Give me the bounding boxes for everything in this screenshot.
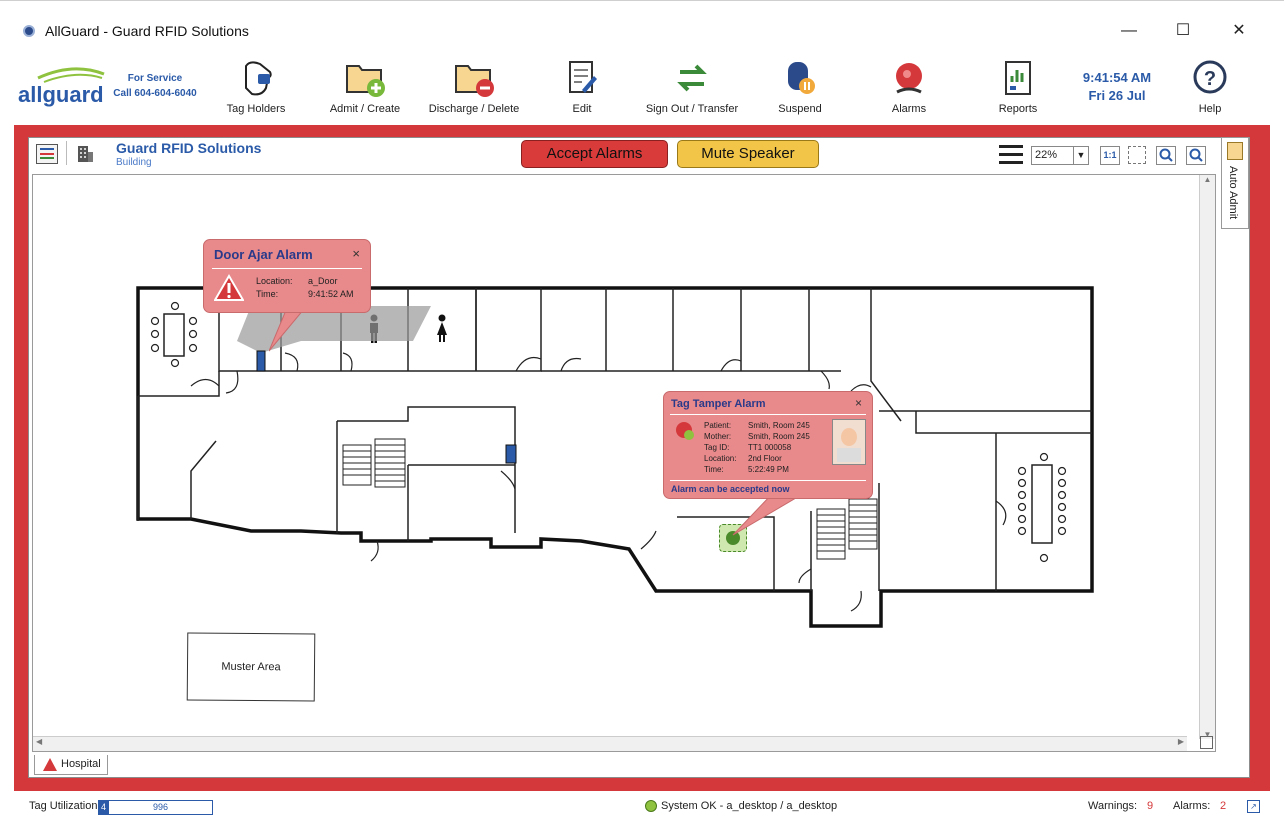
suspend-label: Suspend	[778, 103, 822, 115]
transfer-arrows-icon	[672, 58, 712, 98]
detail-row: Patient: Smith, Room 245	[704, 421, 810, 430]
alarms-count: 2	[1220, 800, 1227, 812]
clock	[1072, 70, 1162, 103]
tamper-alarm-icon	[674, 420, 696, 442]
warnings-label: Warnings:	[1088, 800, 1138, 812]
door-alarm-title: Door Ajar Alarm	[214, 247, 313, 262]
tag-util-label: Tag Utilization	[29, 800, 98, 812]
admit-create-button[interactable]	[320, 50, 410, 124]
zoom-select[interactable]	[1031, 146, 1089, 165]
reports-button[interactable]	[988, 50, 1048, 124]
tag-util-total: 996	[153, 802, 169, 812]
window-title: AllGuard - Guard RFID Solutions	[45, 23, 249, 39]
zoom-value: 22%	[1035, 149, 1058, 161]
list-view-icon[interactable]	[36, 144, 58, 164]
mute-speaker-button[interactable]: Mute Speaker	[677, 140, 819, 168]
sign-out-transfer-label: Sign Out / Transfer	[645, 103, 739, 115]
app-icon	[23, 25, 35, 37]
title-bar	[0, 0, 1284, 47]
accept-alarms-button[interactable]: Accept Alarms	[521, 140, 668, 168]
close-button[interactable]: ✕	[1232, 22, 1246, 39]
tag-holders-button[interactable]	[216, 50, 296, 124]
service-info	[110, 73, 200, 99]
folder-add-icon	[343, 58, 387, 98]
clock-date: Fri 26 Jul	[1088, 88, 1146, 103]
hand-tag-icon	[236, 58, 276, 98]
zoom-1to1-button[interactable]: 1:1	[1100, 146, 1120, 165]
folder-icon	[1227, 142, 1243, 160]
folder-remove-icon	[452, 58, 496, 98]
detail-row: Tag ID: TT1 000058	[704, 443, 792, 452]
service-phone: Call 604-604-6040	[113, 88, 197, 99]
tab-label: Hospital	[61, 758, 101, 770]
muster-area[interactable]: Muster Area	[187, 632, 316, 701]
allguard-logo	[18, 64, 106, 108]
overview-toggle[interactable]	[1200, 736, 1213, 749]
tag-holders-label: Tag Holders	[226, 103, 286, 115]
alarm-bell-icon	[889, 58, 929, 98]
header-divider	[66, 141, 67, 165]
building-icon[interactable]	[76, 144, 94, 164]
close-icon[interactable]: ×	[352, 246, 360, 261]
sign-out-transfer-button[interactable]	[640, 50, 744, 124]
popup-divider	[670, 414, 866, 415]
reports-label: Reports	[998, 103, 1038, 115]
tamper-alarm-details	[704, 420, 810, 475]
zoom-out-icon[interactable]	[1186, 146, 1206, 165]
suspend-button[interactable]	[770, 50, 830, 124]
tamper-alarm-title: Tag Tamper Alarm	[671, 398, 766, 410]
minimize-button[interactable]: —	[1121, 22, 1137, 39]
door-alarm-time-label: Time:	[256, 289, 279, 299]
svg-text:?: ?	[1203, 68, 1217, 90]
scroll-up-icon[interactable]: ▲	[1203, 175, 1212, 184]
tag-util-bar	[98, 800, 213, 815]
auto-admit-tab[interactable]	[1221, 137, 1249, 229]
service-line1: For Service	[127, 73, 183, 84]
scroll-right-icon[interactable]: ▶	[1177, 737, 1184, 746]
map-title: Guard RFID Solutions	[116, 140, 262, 156]
help-icon	[1191, 58, 1229, 98]
warning-icon	[214, 274, 244, 302]
clock-time: 9:41:54 AM	[1082, 70, 1152, 85]
status-ok-icon	[645, 800, 657, 812]
edit-button[interactable]	[552, 50, 612, 124]
vertical-scrollbar[interactable]	[1199, 175, 1215, 739]
zoom-in-icon[interactable]	[1156, 146, 1176, 165]
edit-label: Edit	[572, 103, 592, 115]
alarms-label: Alarms	[891, 103, 927, 115]
tamper-alarm-pointer	[731, 495, 821, 537]
warnings-count: 9	[1147, 800, 1154, 812]
popup-divider	[212, 268, 362, 269]
system-status: System OK - a_desktop / a_desktop	[661, 800, 838, 812]
help-button[interactable]	[1184, 50, 1236, 124]
scroll-down-icon[interactable]: ▼	[1203, 730, 1212, 739]
floor-map[interactable]	[32, 174, 1216, 752]
horizontal-scrollbar[interactable]	[33, 736, 1187, 751]
map-subtitle: Building	[116, 157, 152, 168]
patient-photo	[832, 419, 866, 465]
tamper-alarm-footer: Alarm can be accepted now	[671, 484, 790, 494]
door-alarm-location-value: a_Door	[308, 276, 338, 286]
expand-icon[interactable]: ↗	[1247, 800, 1260, 813]
auto-admit-label: Auto Admit	[1227, 166, 1239, 220]
admit-create-label: Admit / Create	[329, 103, 401, 115]
suspend-tag-icon	[780, 58, 820, 98]
tag-tamper-popup[interactable]	[663, 391, 873, 499]
tag-util-used: 4	[101, 802, 107, 812]
detail-row: Location: 2nd Floor	[704, 454, 782, 463]
tab-hospital[interactable]	[34, 755, 108, 775]
warning-icon	[43, 758, 57, 771]
menu-icon[interactable]	[999, 145, 1023, 165]
close-icon[interactable]: ×	[854, 396, 862, 410]
toolbar	[0, 50, 1284, 124]
detail-row: Time: 5:22:49 PM	[704, 465, 789, 474]
fit-view-icon[interactable]	[1128, 146, 1146, 164]
logo-text: allguard	[18, 82, 104, 107]
help-label: Help	[1198, 103, 1222, 115]
status-bar	[0, 796, 1284, 818]
alarms-status-label: Alarms:	[1173, 800, 1211, 812]
maximize-button[interactable]: ☐	[1175, 22, 1191, 39]
chevron-down-icon: ▼	[1073, 147, 1088, 164]
door-ajar-popup[interactable]	[203, 239, 371, 313]
door-alarm-time-value: 9:41:52 AM	[308, 289, 354, 299]
discharge-delete-button[interactable]	[426, 50, 522, 124]
alarms-button[interactable]	[880, 50, 938, 124]
discharge-delete-label: Discharge / Delete	[428, 103, 520, 115]
scroll-left-icon[interactable]: ◀	[36, 737, 43, 746]
detail-row: Mother: Smith, Room 245	[704, 432, 810, 441]
reports-icon	[1000, 58, 1036, 98]
popup-divider	[670, 480, 866, 481]
edit-document-icon	[564, 58, 600, 98]
door-alarm-location-label: Location:	[256, 276, 293, 286]
